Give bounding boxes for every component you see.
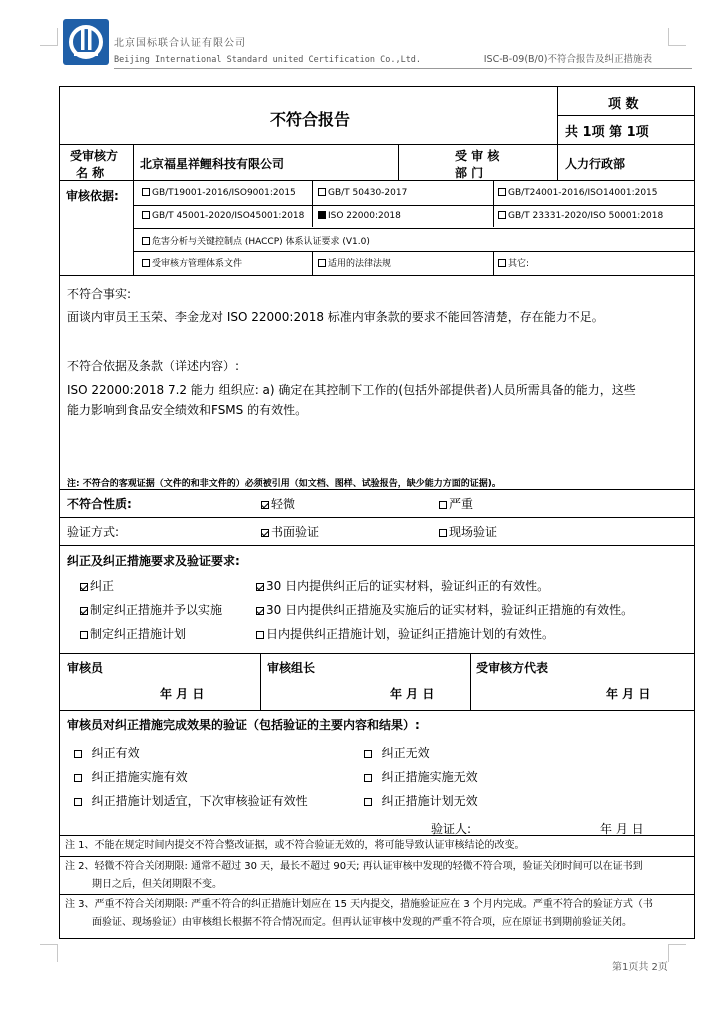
checkbox-icon: [498, 188, 506, 196]
company-name-cn: 北京国标联合认证有限公司: [114, 38, 246, 49]
checkbox-icon: [498, 259, 506, 267]
checkbox-icon: [142, 259, 150, 267]
verify-document: 书面验证: [261, 523, 319, 540]
checkbox-icon: [142, 211, 150, 219]
checkbox-icon: [256, 631, 264, 639]
checkbox-checked-icon: [80, 583, 88, 591]
note-2: 注 2、轻微不符合关闭期限: 通常不超过 30 天，最长不超过 90天; 再认证审核中发现的轻微不符合项，验证关闭时间可以在证书到: [65, 861, 643, 872]
nature-label: 不符合性质:: [67, 497, 132, 511]
basis-option: GB/T19001-2016/ISO9001:2015: [142, 188, 296, 198]
basis-option: 危害分析与关键控制点 (HACCP) 体系认证要求 (V1.0): [142, 234, 370, 247]
page-number: 第1页共 2页: [612, 962, 668, 973]
checkbox-icon: [74, 798, 82, 806]
crop-mark: [668, 944, 686, 962]
checkbox-icon: [80, 631, 88, 639]
verification-option: 纠正措施实施无效: [364, 768, 478, 785]
corrective-requirement: 30 日内提供纠正措施及实施后的证实材料，验证纠正措施的有效性。: [256, 601, 633, 618]
facts-text: 面谈内审员王玉荣、李金龙对 ISO 22000:2018 标准内审条款的要求不能回答清楚，存在能力不足。: [67, 310, 604, 324]
checkbox-checked-icon: [256, 583, 264, 591]
checkbox-filled-icon: [318, 211, 326, 219]
checkbox-checked-icon: [261, 529, 269, 537]
company-name-en: Beijing International Standard united Certification Co.,Ltd.: [114, 55, 422, 65]
header-rule: [114, 68, 692, 69]
auditee-name: 北京福星祥鲤科技有限公司: [140, 157, 285, 171]
basis-option: GB/T24001-2016/ISO14001:2015: [498, 188, 658, 198]
basis-option: 其它:: [498, 256, 529, 269]
isc-logo-icon: [62, 18, 110, 66]
count-value: 共 1项 第 1项: [565, 125, 649, 140]
note-3: 注 3、严重不符合关闭期限: 严重不符合的纠正措施计划应在 15 天内提交，措施验证应在 3 个月内完成。严重不符合的验证方式（书: [65, 899, 653, 910]
evidence-note: 注: 不符合的客观证据（文件的和非文件的）必须被引用（如文档、图样、试验报告，缺少能力方面的证据)。: [67, 479, 501, 489]
verification-label: 审核员对纠正措施完成效果的验证（包括验证的主要内容和结果）:: [67, 718, 420, 732]
clause-label: 不符合依据及条款（详述内容）:: [67, 359, 240, 373]
corrective-label: 纠正及纠正措施要求及验证要求:: [67, 554, 240, 568]
count-label: 项 数: [608, 97, 639, 112]
basis-option: 适用的法律法规: [318, 256, 391, 269]
corrective-requirement: 30 日内提供纠正后的证实材料，验证纠正的有效性。: [256, 577, 549, 594]
checkbox-icon: [498, 211, 506, 219]
basis-option: 受审核方管理体系文件: [142, 256, 242, 269]
basis-label: 审核依据:: [66, 189, 119, 203]
verification-option: 纠正措施计划无效: [364, 792, 478, 809]
checkbox-icon: [318, 188, 326, 196]
auditor-date: 年 月 日: [160, 687, 205, 701]
rep-label: 受审核方代表: [476, 661, 549, 675]
verify-onsite: 现场验证: [439, 523, 497, 540]
document-code: ISC-B-09(B/0)不符合报告及纠正措施表: [483, 54, 652, 65]
basis-option: GB/T 50430-2017: [318, 188, 407, 198]
auditee-label: 受审核方: [70, 149, 119, 163]
crop-mark: [40, 944, 58, 962]
corrective-item: 制定纠正措施并予以实施: [80, 601, 222, 618]
checkbox-icon: [364, 774, 372, 782]
checkbox-icon: [142, 188, 150, 196]
checkbox-icon: [364, 750, 372, 758]
corrective-item: 纠正: [80, 577, 114, 594]
verifier-label: 验证人:: [431, 822, 472, 836]
dept-label: 受 审 核: [455, 149, 500, 163]
note-1: 注 1、不能在规定时间内提交不符合整改证据，或不符合验证无效的，将可能导致认证审核结论的改变。: [65, 840, 525, 851]
checkbox-icon: [439, 501, 447, 509]
facts-label: 不符合事实:: [67, 287, 132, 301]
basis-option: GB/T 45001-2020/ISO45001:2018: [142, 211, 304, 221]
dept-name: 人力行政部: [565, 157, 626, 171]
checkbox-checked-icon: [256, 607, 264, 615]
basis-option: GB/T 23331-2020/ISO 50001:2018: [498, 211, 663, 221]
checkbox-icon: [142, 237, 150, 245]
checkbox-icon: [74, 750, 82, 758]
nature-major: 严重: [439, 495, 473, 512]
nonconformity-form: 不符合报告 项 数 共 1项 第 1项 受审核方 名 称 北京福星祥鲤科技有限公司 受 审 核 部 门 人力行政部 审核依据: GB/T19001-2016/ISO9001:2015 GB/T 50430-2017 GB/T24001-2016/ISO14001:2015 GB/T 45001-2020/ISO45001:2018 ISO 22000:2018 GB/T 23331-2020/ISO 50001:2018 危害分析与关键控制点 (HACCP) 体系认证要求 (V1.0) 受审核方管理体系文件 适用的法律法规 其它: 不符合事实: 面谈内审员王玉荣、李金龙对 ISO 22000:2018 标准内审条款的要求不能回答清楚，存在能力不足。 不符合依据及条款（详述内容）: ISO 22000:2018 7.2 能力 组织应: a) 确定在其控制下工作的(包括外部提供者)人员所需具备的能力，这些 能力影响到食品安全绩效和FSMS 的有效性。 注: 不符合的客观证据（文件的和非文件的）必须被引用（如文档、图样、试验报告，缺少能力方面的证据)。 不符合性质: 轻微 严重 验证方式: 书面验证 现场验证 纠正及纠正措施要求及验证要求: 纠正 30 日内提供纠正后的证实材料，验证纠正的有效性。 制定纠正措施并予以实施 30 日内提供纠正措施及实施后的证实材料，验证纠正措施的有效性。 制定纠正措施计划 日内提供纠正措施计划，验证纠正措施计划的有效性。 审核员 年 月 日 审核组长 年 月 日 受审核方代表 年 月 日 审核员对纠正措施完成效果的验证（包括验证的主要内容和结果）: 纠正有效 纠正无效 纠正措施实施有效 纠正措施实施无效 纠正措施计划适宜，下次审核验证有效性 纠正措施计划无效 验证人: 年 月 日 注 1、不能在规定时间内提交不符合整改证据，或不符合验证无效的，将可能导致认证审核结论的改变。 注 2、轻微不符合关闭期限: 通常不超过 30 天，最长不超过 90天; 再认证审核中发现的轻微不符合项，验证关闭时间可以在证书到 期日之后，但关闭期限不变。 注 3、严重不符合关闭期限: 严重不符合的纠正措施计划应在 15 天内提交，措施验证应在 3 个月内完成。严重不符合的验证方式（书 面验证、现场验证）由审核组长根据不符合情况而定。但再认证审核中发现的严重不符合项，应在原证书到期前验证关闭。: [59, 86, 695, 939]
clause-text: ISO 22000:2018 7.2 能力 组织应: a) 确定在其控制下工作的(包括外部提供者)人员所需具备的能力，这些: [67, 383, 636, 397]
auditor-label: 审核员: [67, 661, 104, 675]
leader-date: 年 月 日: [390, 687, 435, 701]
rep-date: 年 月 日: [606, 687, 651, 701]
checkbox-icon: [439, 529, 447, 537]
clause-text: 能力影响到食品安全绩效和FSMS 的有效性。: [67, 403, 308, 417]
basis-option-selected: ISO 22000:2018: [318, 211, 401, 221]
checkbox-icon: [364, 798, 372, 806]
checkbox-icon: [318, 259, 326, 267]
nature-minor: 轻微: [261, 495, 295, 512]
checkbox-icon: [74, 774, 82, 782]
note-2-cont: 期日之后，但关闭期限不变。: [92, 879, 222, 890]
verifier-date: 年 月 日: [600, 822, 644, 836]
verification-option: 纠正无效: [364, 744, 430, 761]
form-title: 不符合报告: [270, 110, 351, 129]
note-3-cont: 面验证、现场验证）由审核组长根据不符合情况而定。但再认证审核中发现的严重不符合项，应在原证书到期前验证关闭。: [92, 917, 632, 928]
leader-label: 审核组长: [267, 661, 316, 675]
verification-option: 纠正措施计划适宜，下次审核验证有效性: [74, 792, 308, 809]
checkbox-checked-icon: [261, 501, 269, 509]
checkbox-checked-icon: [80, 607, 88, 615]
verification-option: 纠正措施实施有效: [74, 768, 188, 785]
verification-option: 纠正有效: [74, 744, 140, 761]
crop-mark: [40, 28, 58, 46]
verify-method-label: 验证方式:: [67, 525, 120, 539]
corrective-requirement: 日内提供纠正措施计划，验证纠正措施计划的有效性。: [256, 625, 554, 642]
document-header: [62, 18, 692, 74]
corrective-item: 制定纠正措施计划: [80, 625, 186, 642]
